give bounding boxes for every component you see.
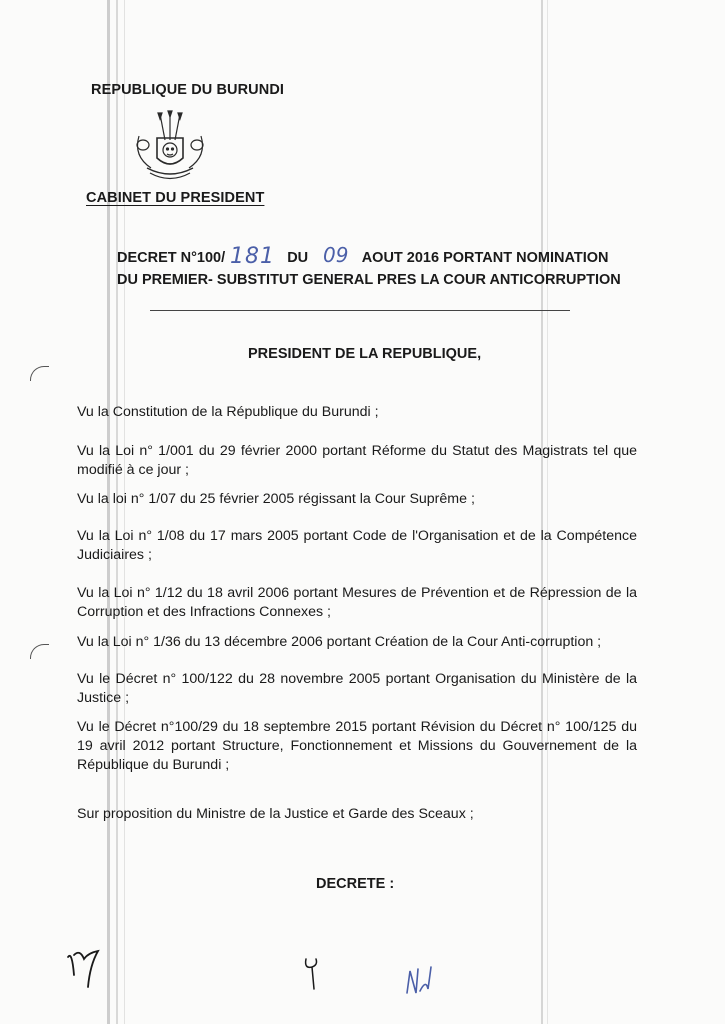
scan-artifact-line [107,0,110,1024]
burundi-coat-of-arms-icon [125,110,215,190]
consideration-paragraph: Vu la Loi n° 1/001 du 29 février 2000 portant Réforme du Statut des Magistrats tel que modifié à ce jour ; [77,443,637,478]
scan-artifact-line [547,0,548,1024]
title-divider [150,310,570,311]
handwritten-initial-mark [64,945,104,990]
cabinet-heading: CABINET DU PRESIDENT [86,190,265,206]
consideration-paragraph: Vu la loi n° 1/07 du 25 février 2005 régissant la Cour Suprême ; [77,491,475,507]
consideration-paragraph: Vu le Décret n° 100/122 du 28 novembre 2005 portant Organisation du Ministère de la Justice ; [77,671,637,706]
handwritten-decree-day: 09 [323,243,349,267]
punch-hole-mark [30,644,49,659]
proposal-paragraph: Sur proposition du Ministre de la Justice et Garde des Sceaux ; [77,806,474,822]
handwritten-decree-number: 181 [230,244,275,269]
consideration-paragraph: Vu la Loi n° 1/08 du 17 mars 2005 portant Code de l'Organisation et de la Compétence Judiciaires ; [77,528,637,563]
decree-title-suffix: AOUT 2016 PORTANT NOMINATION [361,250,609,266]
decree-title-line-2: DU PREMIER- SUBSTITUT GENERAL PRES LA COUR ANTICORRUPTION [117,272,621,288]
decrete-heading: DECRETE : [316,876,395,892]
handwritten-initial-mark [404,963,434,999]
consideration-paragraph: Vu la Loi n° 1/36 du 13 décembre 2006 portant Création de la Cour Anti-corruption ; [77,634,602,650]
decree-number-prefix: DECRET N°100/ [117,250,226,266]
handwritten-initial-mark [302,955,326,995]
scan-artifact-line [116,0,118,1024]
decree-title-line-1 [117,250,608,266]
consideration-paragraph: Vu la Constitution de la République du Burundi ; [77,404,379,420]
punch-hole-mark [30,366,49,381]
decree-du: DU [287,250,309,266]
consideration-paragraph: Vu la Loi n° 1/12 du 18 avril 2006 portant Mesures de Prévention et de Répression de la Corruption et des Infractions Connexes ; [77,585,637,620]
scan-artifact-line [541,0,543,1024]
consideration-paragraph: Vu le Décret n°100/29 du 18 septembre 2015 portant Révision du Décret n° 100/125 du 19 avril 2012 portant Structure, Fonctionnement et Missions du Gouvernement de la République du Burundi ; [77,719,637,773]
president-heading: PRESIDENT DE LA REPUBLIQUE, [248,346,482,362]
republic-heading: REPUBLIQUE DU BURUNDI [91,82,285,98]
